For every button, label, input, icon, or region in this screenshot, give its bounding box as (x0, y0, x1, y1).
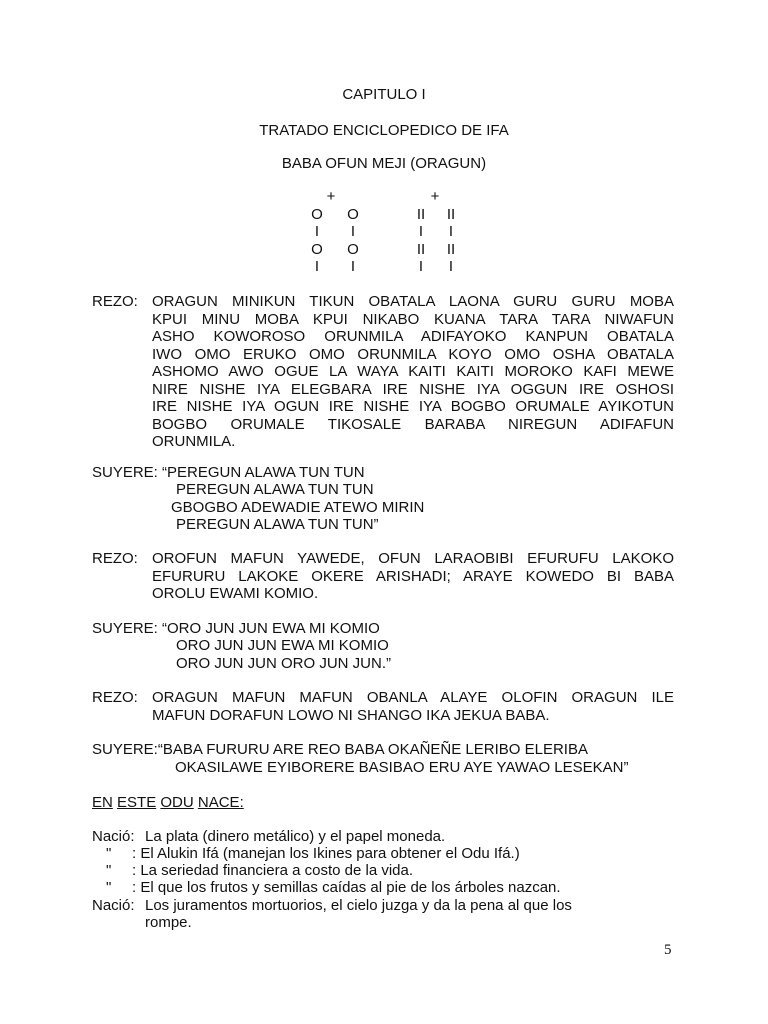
sign-mark: O (311, 205, 323, 223)
rezo-label: REZO: (92, 293, 138, 310)
sign-plus: + (430, 188, 440, 205)
suyere-line: ORO JUN JUN ORO JUN JUN.” (176, 655, 391, 672)
suyere-line: PEREGUN ALAWA TUN TUN (176, 481, 374, 498)
nace-item: La plata (dinero metálico) y el papel moneda. (145, 828, 446, 845)
ditto-mark: " (106, 845, 112, 862)
sign-mark: O (347, 205, 359, 223)
sign-mark: I (448, 223, 454, 241)
rezo-line: IRE NISHE IYA OGUN IRE NISHE IYA BOGBO ORUMALE AYIKOTUN (152, 398, 674, 415)
rezo-line: IWO OMO ERUKO OMO ORUNMILA KOYO OMO OSHA OBATALA (152, 346, 674, 363)
rezo-label: REZO: (92, 689, 138, 706)
sign-mark: II (416, 205, 426, 223)
sign-mark: II (446, 205, 456, 223)
suyere-line: PEREGUN ALAWA TUN TUN” (176, 516, 379, 533)
suyere-line: SUYERE: “ORO JUN JUN EWA MI KOMIO (92, 620, 380, 637)
page-number: 5 (664, 942, 672, 958)
nace-heading (92, 794, 244, 812)
suyere-line: SUYERE:“BABA FURURU ARE REO BABA OKAÑEÑE LERIBO ELERIBA (92, 741, 588, 758)
rezo-line: OROLU EWAMI KOMIO. (152, 585, 319, 602)
sign-mark: O (311, 240, 323, 258)
rezo-line: BOGBO ORUMALE TIKOSALE BARABA NIREGUN ADIFAFUN (152, 416, 674, 433)
suyere-line: OKASILAWE EYIBORERE BASIBAO ERU AYE YAWAO LESEKAN” (175, 759, 629, 776)
rezo-line: ASHOMO AWO OGUE LA WAYA KAITI KAITI MOROKO KAFI MEWE (152, 363, 674, 380)
sign-mark: I (350, 223, 356, 241)
sign-mark: II (446, 240, 456, 258)
nace-item: : El que los frutos y semillas caídas al pie de los árboles nazcan. (132, 879, 561, 896)
nace-item: : La seriedad financiera a costo de la vida. (132, 862, 414, 879)
sign-mark: I (418, 223, 424, 241)
sign-mark: I (314, 258, 320, 276)
nace-item: : El Alukin Ifá (manejan los Ikines para obtener el Odu Ifá.) (132, 845, 520, 862)
odu-title: BABA OFUN MEJI (ORAGUN) (281, 155, 487, 172)
suyere-line: ORO JUN JUN EWA MI KOMIO (176, 637, 389, 654)
chapter-heading: CAPITULO I (342, 86, 426, 103)
nace-word: NACE: (197, 794, 244, 811)
sign-plus: + (326, 188, 336, 205)
nace-word: ESTE (117, 794, 157, 811)
sign-mark: O (347, 240, 359, 258)
rezo-line: NIRE NISHE IYA ELEGBARA IRE NISHE IYA OGGUN IRE OSHOSI (152, 381, 674, 398)
nace-item: Los juramentos mortuorios, el cielo juzga y da la pena al que los (145, 897, 572, 914)
ifa-sign-left (306, 188, 366, 276)
nace-word: EN (92, 794, 113, 811)
ditto-mark: " (106, 879, 112, 896)
ditto-mark: " (106, 862, 112, 879)
nace-item: rompe. (145, 914, 192, 931)
rezo-line: MAFUN DORAFUN LOWO NI SHANGO IKA JEKUA BABA. (152, 707, 550, 724)
nace-word: ODU (160, 794, 194, 811)
nace-prefix: Nació: (92, 897, 135, 914)
rezo-line: KPUI MINU MOBA KPUI NIKABO KUANA TARA TARA NIWAFUN (152, 311, 674, 328)
rezo-line: EFURURU LAKOKE OKERE ARISHADI; ARAYE KOWEDO BI BABA (152, 568, 674, 585)
nace-prefix: Nació: (92, 828, 135, 845)
ifa-sign-right (410, 188, 470, 276)
sign-mark: II (416, 240, 426, 258)
rezo-label: REZO: (92, 550, 138, 567)
rezo-line: ORAGUN MAFUN MAFUN OBANLA ALAYE OLOFIN ORAGUN ILE (152, 689, 674, 706)
sign-mark: I (418, 258, 424, 276)
sign-mark: I (350, 258, 356, 276)
treatise-title: TRATADO ENCICLOPEDICO DE IFA (259, 122, 509, 139)
rezo-line: ASHO KOWOROSO ORUNMILA ADIFAYOKO KANPUN OBATALA (152, 328, 674, 345)
rezo-line: ORUNMILA. (152, 433, 236, 450)
sign-mark: I (314, 223, 320, 241)
sign-mark: I (448, 258, 454, 276)
rezo-line: ORAGUN MINIKUN TIKUN OBATALA LAONA GURU GURU MOBA (152, 293, 674, 310)
suyere-line: SUYERE: “PEREGUN ALAWA TUN TUN (92, 464, 365, 481)
suyere-line: GBOGBO ADEWADIE ATEWO MIRIN (171, 499, 425, 516)
rezo-line: OROFUN MAFUN YAWEDE, OFUN LARAOBIBI EFURUFU LAKOKO (152, 550, 674, 567)
